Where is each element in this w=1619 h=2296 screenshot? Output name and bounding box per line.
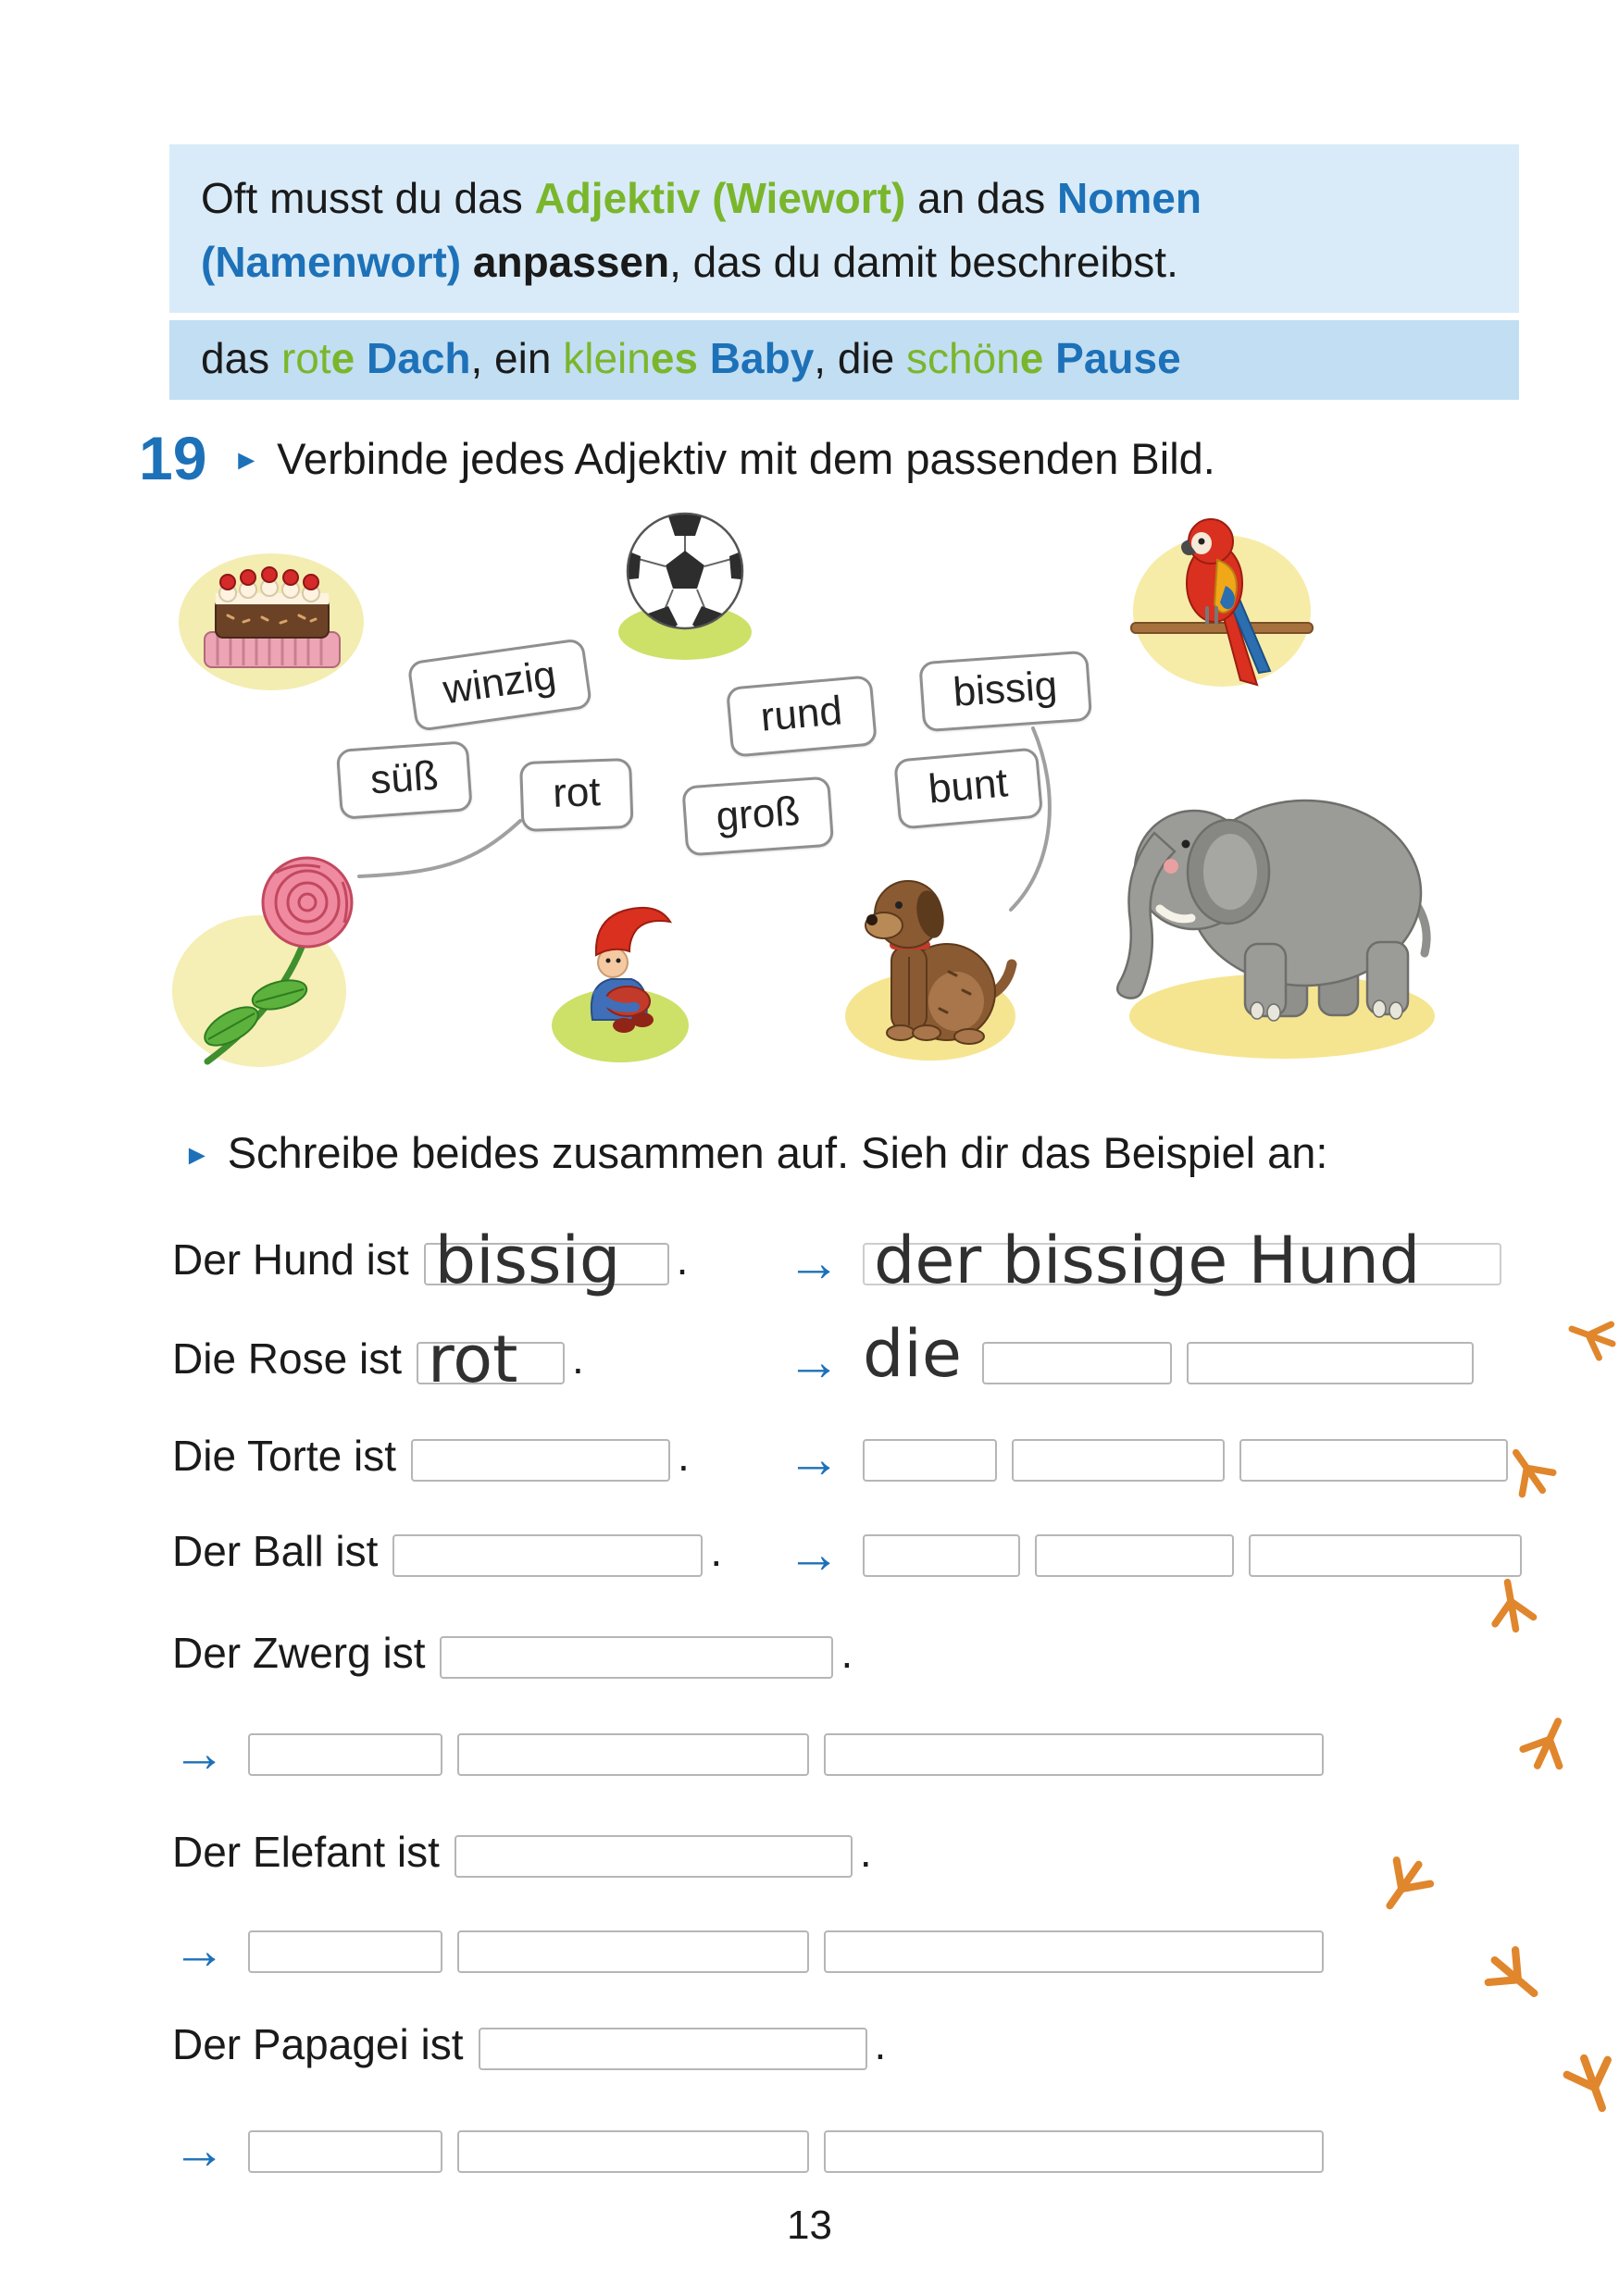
result-slot-empty[interactable] xyxy=(824,1733,1324,1776)
adjective-tag-bunt[interactable]: bunt xyxy=(893,747,1043,829)
adjective-tag-bissig[interactable]: bissig xyxy=(918,651,1091,733)
handwritten-result: die xyxy=(863,1315,962,1392)
rule-segment-adjektiv: Adjektiv (Wiewort) xyxy=(534,174,906,222)
example-segment: Pause xyxy=(1055,334,1181,382)
example-segment: schön xyxy=(906,334,1020,382)
result-slot-empty[interactable] xyxy=(1187,1342,1474,1384)
example-segment: e xyxy=(330,334,367,382)
answer-row-torte xyxy=(172,1408,1508,1489)
arrow-icon: → xyxy=(787,1524,841,1584)
answer-row-papagei xyxy=(172,1996,886,2070)
adjective-slot-elefant[interactable] xyxy=(455,1835,853,1878)
answer-row-hund xyxy=(172,1211,1501,1298)
adjective-tag-gross[interactable]: groß xyxy=(681,776,834,856)
adjective-slot-ball[interactable] xyxy=(392,1534,703,1577)
result-slot-empty[interactable] xyxy=(863,1534,1020,1577)
period: . xyxy=(676,1235,689,1284)
result-slot-empty[interactable] xyxy=(457,1733,809,1776)
arrow-icon: → xyxy=(787,1429,841,1489)
rule-segment: , das du damit beschreibst. xyxy=(669,238,1178,286)
result-slot-empty[interactable] xyxy=(1012,1439,1225,1482)
result-row-papagei xyxy=(172,2099,1324,2180)
handwritten-adjective: bissig xyxy=(434,1222,621,1298)
cake-illustration[interactable] xyxy=(174,515,373,696)
result-slot-empty[interactable] xyxy=(1249,1534,1522,1577)
example-segment: , ein xyxy=(470,334,564,382)
row-label: Der Zwerg ist xyxy=(172,1629,426,1677)
row-left xyxy=(172,1525,765,1577)
triangle-bullet-icon: ► xyxy=(232,445,261,476)
arrow-icon: → xyxy=(172,1920,226,1980)
result-slot-empty[interactable] xyxy=(457,2130,809,2173)
bird-footprint-icon xyxy=(1503,1699,1592,1788)
example-segment: es xyxy=(650,334,710,382)
row-label: Der Elefant ist xyxy=(172,1828,440,1876)
grammar-example-text xyxy=(169,320,1519,400)
arrow-icon: → xyxy=(787,1233,841,1293)
adjective-tag-suess[interactable]: süß xyxy=(336,740,473,820)
grammar-info-box xyxy=(169,144,1519,400)
adjective-slot-rose[interactable] xyxy=(417,1322,565,1397)
arrow-icon: → xyxy=(787,1332,841,1392)
grammar-rule-text xyxy=(169,144,1519,313)
triangle-bullet-icon: ► xyxy=(183,1139,211,1171)
adjective-slot-torte[interactable] xyxy=(411,1439,670,1482)
row-label: Die Rose ist xyxy=(172,1334,402,1383)
arrow-icon: → xyxy=(172,1723,226,1783)
row-left xyxy=(172,1222,765,1298)
row-left xyxy=(172,1322,765,1397)
period: . xyxy=(874,2020,887,2068)
parrot-illustration[interactable] xyxy=(1129,504,1314,703)
period: . xyxy=(841,1629,853,1677)
rule-segment-namenwort: (Namenwort) xyxy=(201,238,473,286)
result-slot-empty[interactable] xyxy=(1239,1439,1508,1482)
result-row-zwerg xyxy=(172,1702,1324,1783)
elephant-illustration[interactable] xyxy=(1106,740,1439,1064)
write-instruction-row xyxy=(183,1127,1327,1178)
adjective-tag-rund[interactable]: rund xyxy=(726,675,878,757)
bird-footprint-icon xyxy=(1554,1298,1619,1374)
result-slot-empty[interactable] xyxy=(457,1930,809,1973)
rule-segment: Oft musst du das xyxy=(201,174,535,222)
row-label: Der Hund ist xyxy=(172,1235,409,1284)
result-slot-empty[interactable] xyxy=(824,1930,1324,1973)
arrow-icon: → xyxy=(172,2120,226,2180)
example-segment: klein xyxy=(563,334,651,382)
rose-illustration[interactable] xyxy=(167,845,370,1076)
period: . xyxy=(678,1432,690,1480)
exercise-instruction-connect: Verbinde jedes Adjektiv mit dem passenden Bild. xyxy=(277,433,1215,483)
adjective-tag-rot[interactable]: rot xyxy=(519,758,634,832)
soccer-ball-illustration[interactable] xyxy=(611,504,759,662)
period: . xyxy=(859,1828,872,1876)
dog-illustration[interactable] xyxy=(838,861,1023,1064)
handwritten-result: der bissige Hund xyxy=(874,1222,1421,1298)
example-segment: rot xyxy=(280,334,331,382)
adjective-slot-zwerg[interactable] xyxy=(440,1636,833,1679)
result-slot-empty[interactable] xyxy=(248,1930,442,1973)
handwritten-adjective: rot xyxy=(427,1322,518,1397)
period: . xyxy=(571,1334,584,1383)
page-number: 13 xyxy=(787,2203,832,2248)
result-slot-empty[interactable] xyxy=(824,2130,1324,2173)
adjective-slot-papagei[interactable] xyxy=(479,2028,867,2070)
row-label: Die Torte ist xyxy=(172,1432,397,1480)
result-slot-empty[interactable] xyxy=(982,1342,1172,1384)
bird-footprint-icon xyxy=(1356,1837,1451,1932)
row-label: Der Papagei ist xyxy=(172,2020,464,2068)
answer-row-elefant xyxy=(172,1804,872,1878)
row-label: Der Ball ist xyxy=(172,1527,379,1575)
exercise-header xyxy=(139,424,1215,492)
result-slot-empty[interactable] xyxy=(1035,1534,1234,1577)
result-slot-hund[interactable] xyxy=(863,1222,1501,1298)
example-segment: Baby xyxy=(709,334,815,382)
answer-row-rose xyxy=(172,1310,1474,1397)
answer-row-zwerg xyxy=(172,1605,853,1679)
example-segment: , die xyxy=(814,334,907,382)
period: . xyxy=(710,1527,723,1575)
exercise-number: 19 xyxy=(139,424,207,492)
bird-footprint-icon xyxy=(1464,1927,1563,2026)
adjective-slot-hund[interactable] xyxy=(424,1222,669,1298)
rule-segment: an das xyxy=(905,174,1058,222)
example-segment: Dach xyxy=(367,334,471,382)
bird-footprint-icon xyxy=(1474,1568,1549,1643)
row-left xyxy=(172,1430,765,1482)
exercise-instruction-write: Schreibe beides zusammen auf. Sieh dir das Beispiel an: xyxy=(227,1128,1328,1177)
rule-segment-nomen: Nomen xyxy=(1057,174,1202,222)
result-slot-empty[interactable] xyxy=(863,1439,997,1482)
example-segment: das xyxy=(201,334,281,382)
gnome-illustration[interactable] xyxy=(546,898,694,1064)
adjective-tag-winzig[interactable]: winzig xyxy=(407,638,593,732)
example-segment: e xyxy=(1019,334,1056,382)
result-row-elefant xyxy=(172,1899,1324,1980)
result-slot-empty[interactable] xyxy=(248,1733,442,1776)
result-slot-empty[interactable] xyxy=(248,2130,442,2173)
bird-footprint-icon xyxy=(1547,2037,1619,2129)
picture-matching-area xyxy=(167,504,1490,1086)
answer-row-ball xyxy=(172,1503,1522,1584)
rule-segment-anpassen: anpassen xyxy=(472,238,670,286)
